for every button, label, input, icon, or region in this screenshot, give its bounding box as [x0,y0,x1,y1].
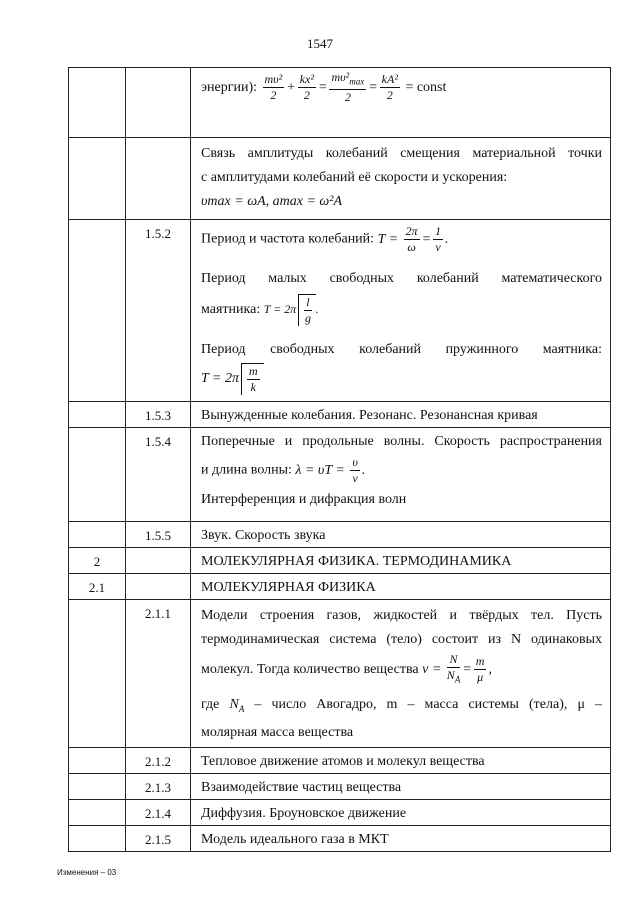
row-code: 2.1.4 [126,800,191,826]
energy-formula-tail: = const [405,79,447,95]
table-row [69,574,611,600]
content-table [68,67,611,852]
avogadro-symbol: $N_A$ [229,697,245,715]
energy-formula: $\frac{\text{mυ²}}{2}$ + $\frac{\text{kx²}}{2}$ = $\frac{m\upsilon^2_{max}}{2}$ = $\frac{\text{kA²}}{2}$ [264,70,398,105]
models-line-1: Модели строения газов, жидкостей и твёрдых тел. Пусть [201,608,602,623]
footer-revision: Изменения – 03 [57,868,117,877]
table-row [69,548,611,574]
energy-prefix: энергии): [201,79,257,95]
table-row [69,428,611,522]
math-pendulum-line-2 [201,294,602,326]
row-text: Звук. Скорость звука [191,522,611,548]
energy-cell [191,68,611,138]
page-number: 1547 [307,36,333,51]
models-line-2: термодинамическая система (тело) состоит из N одинаковых [201,632,602,647]
table-row [69,402,611,428]
models-line-4b: – число Авогадро, m – масса системы (тела), [254,697,568,713]
row-text: Диффузия. Броуновское движение [191,800,611,826]
math-pendulum-formula: T = 2π $\frac{l}{g}$ . [263,295,319,325]
row-code: 2.1.3 [126,774,191,800]
spring-pendulum-line: Период свободных колебаний пружинного маятника: [201,342,602,357]
table-row [69,138,611,220]
row-code: 1.5.5 [126,522,191,548]
row-code: 1.5.4 [126,428,191,522]
row-code: 2.1.5 [126,826,191,852]
amplitude-cell [191,138,611,220]
row-code: 1.5.2 [126,220,191,402]
section-code: 2 [69,548,126,574]
row-text: Модель идеального газа в МКТ [191,826,611,852]
amplitude-line-1: Связь амплитуды колебаний смещения материальной точки [201,146,602,161]
waves-line-3: Интерференция и дифракция волн [201,492,407,507]
section-title: МОЛЕКУЛЯРНАЯ ФИЗИКА [191,574,611,600]
models-line-5: молярная масса вещества [201,725,354,741]
waves-line-2 [201,455,602,486]
math-pendulum-line-1: Период малых свободных колебаний математического [201,271,602,286]
row-code: 2.1.2 [126,748,191,774]
models-line-3 [201,652,602,687]
models-line-4c: μ – [577,697,603,713]
period-frequency-text: Период и частота колебаний: [201,231,375,247]
table-row [69,774,611,800]
models-line-3-text: молекул. Тогда количество вещества [201,661,419,677]
table-row [69,800,611,826]
row-text: Тепловое движение атомов и молекул вещества [191,748,611,774]
amplitude-formula: υmax = ωA, amax = ω²A [201,194,343,209]
row-code: 2.1.1 [126,600,191,748]
table-row [69,522,611,548]
amount-formula: ν = $\frac{N}{N_A}$ = $\frac{m}{\mu}$ , [422,652,492,685]
period-formula: T = $\frac{2\pi}{\omega}$ = $\frac{1}{\nu}$ . [377,224,449,254]
amplitude-line-2: с амплитудами колебаний её скорости и ускорения: [201,170,508,185]
models-line-4a: где [201,697,220,713]
section-code: 2.1 [69,574,126,600]
row-text: Вынужденные колебания. Резонанс. Резонансная кривая [191,402,611,428]
wavelength-formula: λ = υT = $\frac{\upsilon}{\nu}$ . [295,455,366,485]
waves-line-1: Поперечные и продольные волны. Скорость распространения [201,434,602,449]
section-title: МОЛЕКУЛЯРНАЯ ФИЗИКА. ТЕРМОДИНАМИКА [191,548,611,574]
row-text: Взаимодействие частиц вещества [191,774,611,800]
math-pendulum-label: маятника: [201,301,261,317]
table-row [69,220,611,402]
table-row [69,748,611,774]
table-row [69,826,611,852]
waves-cell [191,428,611,522]
spring-pendulum-formula: T = 2π $\frac{m}{k}$ [201,363,602,395]
row-code: 1.5.3 [126,402,191,428]
waves-label: и длина волны: [201,462,292,478]
models-line-4 [201,693,602,721]
table-row [69,600,611,748]
table-row [69,68,611,138]
period-cell [191,220,611,402]
period-frequency-line [201,224,602,255]
models-cell [191,600,611,748]
